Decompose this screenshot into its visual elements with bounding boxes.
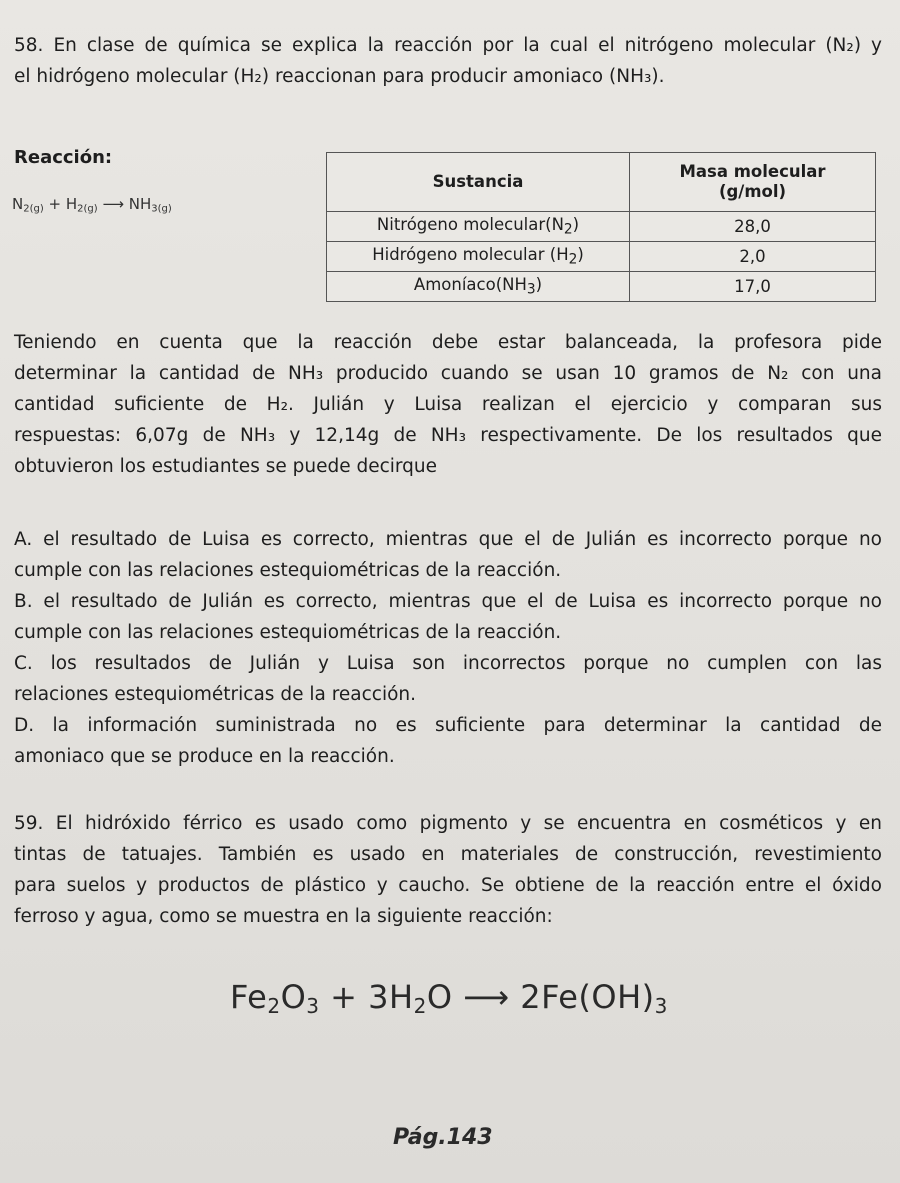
reaction-equation: $N_{2(g)} + H_{2(g)}$ ⟶ $NH_{3(g)}$: [12, 195, 172, 215]
text-line: ferroso y agua, como se muestra en la siguiente reacción:: [14, 906, 553, 927]
iron-hydroxide-equation: $Fe_2O_3 + 3H_2O$ ⟶ $2Fe(OH)_3$: [230, 978, 668, 1018]
text-line: respuestas: 6,07g de NH₃ y 12,14g de NH₃ respectivamente. De los resultados que: [14, 425, 882, 446]
text-line: obtuvieron los estudiantes se puede decirque: [14, 456, 438, 477]
question-58-body: [14, 327, 882, 482]
question-59-statement: [14, 808, 882, 932]
header-molecular-mass: Masa molecular (g/mol): [630, 153, 876, 212]
text-line: 58. En clase de química se explica la reacción por la cual el nitrógeno molecular (N₂) y: [14, 35, 882, 56]
option-d[interactable]: D. la información suministrada no es suficiente para determinar la cantidad de: [14, 715, 882, 736]
text-line: Teniendo en cuenta que la reacción debe estar balanceada, la profesora pide: [14, 332, 882, 353]
substance-cell: Nitrógeno $molecular(N_2)$: [327, 212, 630, 242]
molecular-mass-table: [326, 152, 876, 302]
text-line: para suelos y productos de plástico y caucho. Se obtiene de la reacción entre el óxido: [14, 875, 882, 896]
substance-cell: Hidrógeno molecular $(H_2)$: [327, 242, 630, 272]
option-b[interactable]: B. el resultado de Julián es correcto, mientras que el de Luisa es incorrecto porque no: [14, 591, 882, 612]
option-a-cont: cumple con las relaciones estequiométricas de la reacción.: [14, 560, 562, 581]
mass-cell: 2,0: [630, 242, 876, 272]
text-line: el hidrógeno molecular (H₂) reaccionan para producir amoniaco (NH₃).: [14, 66, 665, 87]
option-a[interactable]: A. el resultado de Luisa es correcto, mientras que el de Julián es incorrecto porque no: [14, 529, 882, 550]
option-c[interactable]: C. los resultados de Julián y Luisa son incorrectos porque no cumplen con las: [14, 653, 882, 674]
table-row: [327, 242, 876, 272]
text-line: cantidad suficiente de H₂. Julián y Luisa realizan el ejercicio y comparan sus: [14, 394, 882, 415]
text-line: determinar la cantidad de NH₃ producido cuando se usan 10 gramos de N₂ con una: [14, 363, 882, 384]
option-b-cont: cumple con las relaciones estequiométricas de la reacción.: [14, 622, 562, 643]
option-d-cont: amoniaco que se produce en la reacción.: [14, 746, 395, 767]
page-number: Pág.143: [393, 1125, 493, 1150]
table-row: [327, 212, 876, 242]
reaction-label: Reacción:: [14, 147, 113, 168]
answer-options: [14, 524, 882, 772]
text-line: 59. El hidróxido férrico es usado como pigmento y se encuentra en cosméticos y en: [14, 813, 882, 834]
table-row: [327, 272, 876, 302]
mass-cell: 17,0: [630, 272, 876, 302]
mass-cell: 28,0: [630, 212, 876, 242]
substance-cell: $Amoníaco(NH_3)$: [327, 272, 630, 302]
option-c-cont: relaciones estequiométricas de la reacción.: [14, 684, 417, 705]
table-header-row: [327, 153, 876, 212]
header-substance: Sustancia: [327, 153, 630, 212]
text-line: tintas de tatuajes. También es usado en materiales de construcción, revestimiento: [14, 844, 882, 865]
question-58-statement: [14, 30, 882, 92]
